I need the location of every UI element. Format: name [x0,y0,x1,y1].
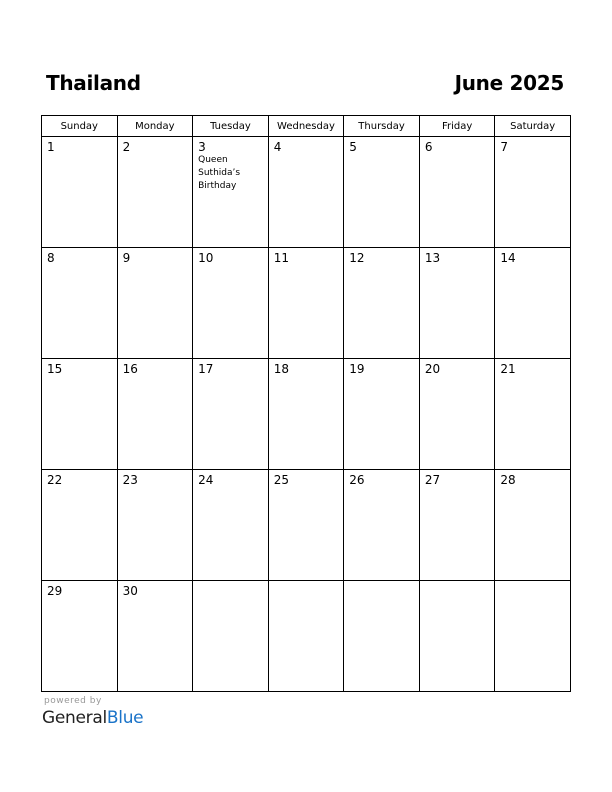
day-number: 26 [349,473,365,487]
day-number: 29 [47,584,63,598]
day-cell [117,248,193,359]
day-number: 16 [122,362,138,376]
weekday-friday: Friday [419,116,495,137]
week-row [42,137,571,248]
day-number: 14 [500,251,516,265]
day-number: 3 [198,140,206,154]
month-year-title: June 2025 [454,71,564,95]
weekday-header-row [42,116,571,137]
brand-logo[interactable] [42,707,143,729]
calendar-grid [41,115,571,692]
day-number: 15 [47,362,63,376]
day-cell [117,581,193,692]
day-cell [42,248,118,359]
day-cell [42,359,118,470]
weekday-tuesday: Tuesday [193,116,269,137]
day-number: 10 [198,251,214,265]
day-number: 8 [47,251,55,265]
week-row [42,248,571,359]
day-cell [419,470,495,581]
day-cell [495,248,571,359]
day-cell [344,137,420,248]
weekday-sunday: Sunday [42,116,118,137]
day-number: 4 [273,140,282,154]
day-cell [344,248,420,359]
day-number: 1 [47,140,55,154]
day-cell [42,470,118,581]
powered-by-text: powered by [44,696,102,706]
day-number: 25 [273,473,289,487]
day-number: 13 [424,251,441,265]
day-number: 18 [273,362,289,376]
day-cell [419,248,495,359]
day-number: 5 [349,140,357,154]
day-number: 7 [500,140,509,154]
day-cell [193,248,269,359]
day-number: 19 [349,362,365,376]
day-number: 20 [424,362,441,376]
day-cell [268,359,344,470]
day-cell [268,248,344,359]
day-cell [495,137,571,248]
day-cell [42,137,118,248]
weekday-saturday: Saturday [495,116,571,137]
day-number: 2 [122,140,131,154]
day-cell [495,359,571,470]
day-number: 12 [349,251,365,265]
day-number: 23 [122,473,138,487]
day-cell [117,470,193,581]
day-cell-empty [193,581,269,692]
day-number: 27 [424,473,441,487]
day-cell [268,137,344,248]
day-number: 28 [500,473,516,487]
day-number: 22 [47,473,63,487]
day-number: 11 [273,251,289,265]
day-cell [419,137,495,248]
day-cell [193,470,269,581]
day-cell [344,470,420,581]
day-cell-empty [344,581,420,692]
day-cell [193,137,269,248]
week-row [42,359,571,470]
day-number: 21 [500,362,516,376]
day-cell [117,137,193,248]
day-cell [268,470,344,581]
weekday-thursday: Thursday [344,116,420,137]
day-number: 30 [122,584,138,598]
day-number: 9 [122,251,131,265]
day-cell [117,359,193,470]
day-cell [344,359,420,470]
day-cell-empty [268,581,344,692]
brand-general-text: General [42,708,107,728]
day-cell [42,581,118,692]
day-cell [193,359,269,470]
day-cell-empty [495,581,571,692]
day-number: 17 [198,362,214,376]
weekday-monday: Monday [117,116,193,137]
week-row [42,581,571,692]
country-title: Thailand [46,71,141,95]
week-row [42,470,571,581]
day-cell [419,359,495,470]
holiday-label: Queen Suthida’s Birthday [198,155,241,191]
day-cell [495,470,571,581]
footer-branding [42,696,143,729]
day-cell-empty [419,581,495,692]
brand-blue-text: Blue [106,708,144,728]
day-number: 6 [424,140,433,154]
day-number: 24 [198,473,214,487]
weekday-wednesday: Wednesday [268,116,344,137]
